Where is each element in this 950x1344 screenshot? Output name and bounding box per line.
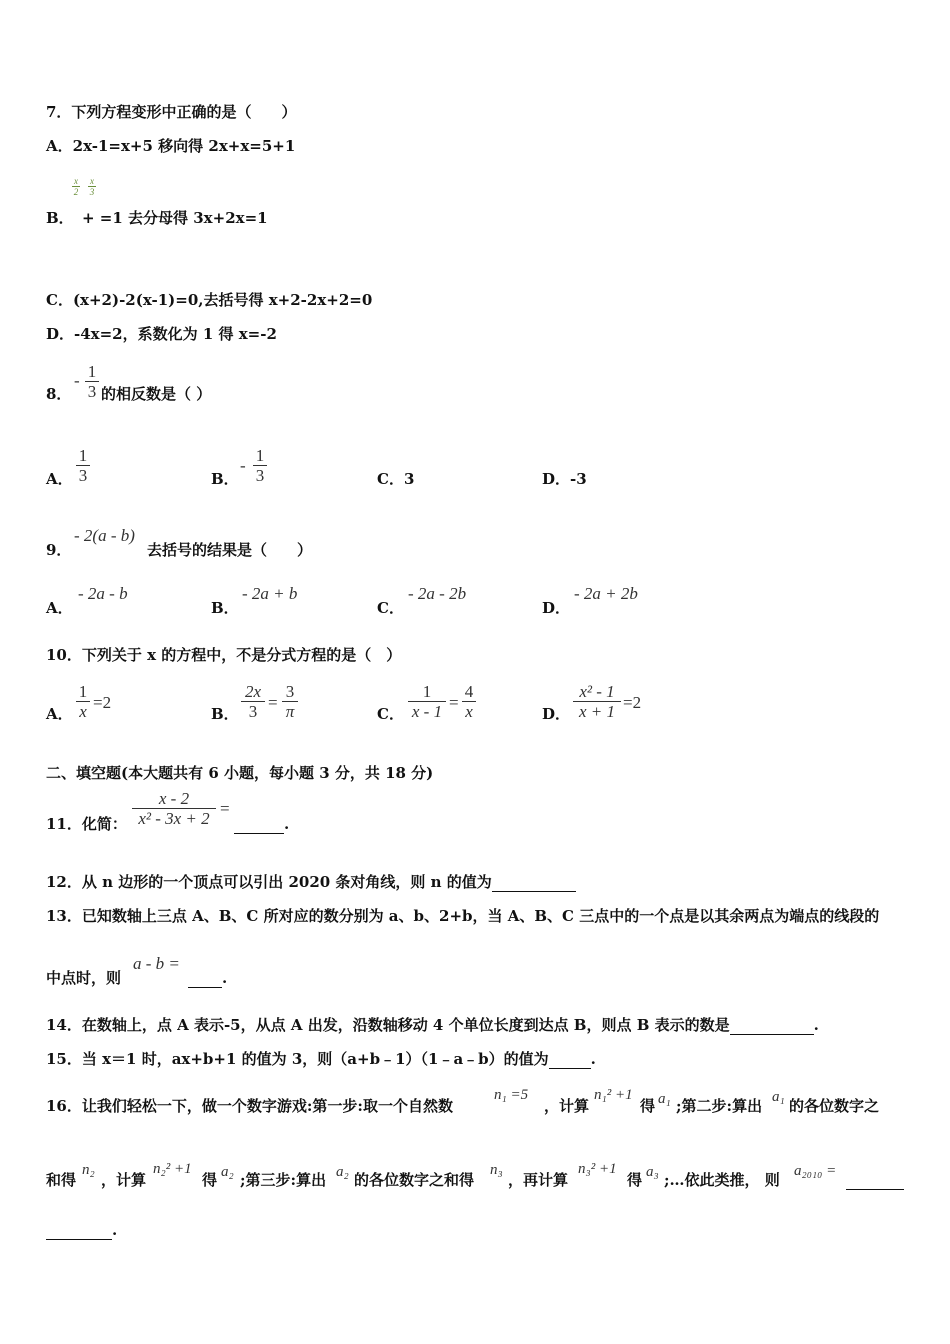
q10-option-d-rhs: =2 (623, 693, 642, 712)
q11-equals: = (220, 799, 230, 818)
q16-expr-a2: a₂ (221, 1164, 234, 1180)
q9-option-d: - 2a + 2b (574, 584, 638, 603)
q16-expr-a3: a₃ (646, 1164, 659, 1180)
q9-option-b-label: B． (211, 599, 239, 617)
q8-option-a-label: A． (46, 470, 73, 488)
q8-minus: - (74, 371, 80, 390)
q8-option-a-fraction: 1 3 (76, 446, 90, 485)
q9-option-c: - 2a - 2b (408, 584, 467, 603)
q16-text-9: ;第三步:算出 (240, 1171, 327, 1189)
q9-expression: - 2(a - b) (74, 526, 135, 545)
q10-option-a-fraction: 1 x (76, 682, 90, 721)
q7-b-fraction-1: x 2 (73, 176, 79, 197)
q8-option-b-label: B． (211, 470, 239, 488)
q7-option-a: A．2x-1=x+5 移向得 2x+x=5+1 (46, 137, 296, 155)
q10-option-b-equals: = (268, 693, 278, 712)
q12-text: 12．从 n 边形的一个顶点可以引出 2020 条对角线，则 n 的值为 (46, 873, 576, 892)
q10-option-c-label: C． (377, 705, 404, 723)
q10-stem: 10．下列关于 x 的方程中，不是分式方程的是（ ） (46, 646, 402, 664)
q16-expr-a2010: a₂₀₁₀ = (794, 1163, 837, 1179)
q16-expr-n1: n₁ =5 (494, 1087, 529, 1103)
q9-stem: 去括号的结果是（ ） (147, 541, 313, 559)
q15-answer-blank[interactable] (549, 1050, 591, 1069)
q16-text-10: 的各位数字之和得 (354, 1171, 475, 1189)
q16-text-5: 的各位数字之 (789, 1097, 880, 1115)
q16-expr-a1-b: a₁ (772, 1089, 785, 1105)
q10-option-b-fraction-2: 3 π (282, 682, 298, 721)
q8-option-b-fraction: 1 3 (253, 446, 267, 485)
q16-answer-blank-1[interactable] (846, 1171, 904, 1190)
q12-answer-blank[interactable] (492, 873, 576, 892)
q10-option-b-label: B． (211, 705, 239, 723)
q16-text-6: 和得 (46, 1171, 77, 1189)
q16-expr-n1-sq: n₁² +1 (594, 1087, 633, 1103)
q9-option-c-label: C． (377, 599, 404, 617)
q16-text-2: ，计算 (544, 1097, 590, 1115)
q9-option-a-label: A． (46, 599, 73, 617)
q11-fraction: x - 2 x² - 3x + 2 (132, 789, 216, 828)
q16-text-13: ;…依此类推， 则 (664, 1171, 780, 1189)
q10-option-d-label: D． (542, 705, 571, 723)
q16-answer-blank-2[interactable]: . (46, 1221, 117, 1240)
q13-line-2: 中点时，则 (46, 969, 122, 987)
q16-expr-n3-sq: n₃² +1 (578, 1161, 617, 1177)
q13-answer-blank[interactable]: . (188, 969, 227, 988)
q8-option-c: C．3 (377, 470, 415, 488)
q9-number: 9． (46, 541, 72, 559)
q16-text-8: 得 (202, 1171, 218, 1189)
q8-option-b-minus: - (240, 456, 246, 475)
q16-text-11: ，再计算 (508, 1171, 569, 1189)
q8-option-d: D．-3 (542, 470, 587, 488)
q7-stem: 7．下列方程变形中正确的是（ ） (46, 103, 297, 121)
q8-number: 8． (46, 385, 72, 403)
q9-option-d-label: D． (542, 599, 571, 617)
q13-expression: a - b = (133, 954, 180, 973)
q14-text: 14．在数轴上，点 A 表示-5，从点 A 出发，沿数轴移动 4 个单位长度到达点 B，则点 B 表示的数是 . (46, 1016, 819, 1034)
q14-answer-blank[interactable] (730, 1016, 814, 1035)
q10-option-a-label: A． (46, 705, 73, 723)
q9-option-b: - 2a + b (242, 584, 298, 603)
q7-option-b: + =1 去分母得 3x+2x=1 (82, 209, 268, 227)
q16-text-3: 得 (640, 1097, 656, 1115)
q7-option-d: D．-4x=2，系数化为 1 得 x=-2 (46, 325, 277, 343)
q10-option-c-fraction-1: 1 x - 1 (408, 682, 446, 721)
q16-expr-n2-sq: n₂² +1 (153, 1161, 192, 1177)
q10-option-c-fraction-2: 4 x (462, 682, 476, 721)
q9-option-a: - 2a - b (78, 584, 128, 603)
q7-option-b-label: B． (46, 209, 74, 227)
q16-text-4: ;第二步:算出 (676, 1097, 763, 1115)
q16-expr-a2-b: a₂ (336, 1164, 349, 1180)
q15-text: 15．当 x＝1 时，ax+b+1 的值为 3，则（a+b﹣1）（1﹣a﹣b）的值为 . (46, 1050, 596, 1068)
q16-expr-n2: n₂ (82, 1162, 95, 1178)
q10-option-b-fraction-1: 2x 3 (241, 682, 265, 721)
q8-stem: 的相反数是（ ） (101, 385, 212, 403)
q11-answer-blank[interactable]: . (234, 815, 289, 834)
q8-fraction: 1 3 (85, 362, 99, 401)
q10-option-a-rhs: =2 (93, 693, 112, 712)
q16-text-7: ，计算 (101, 1171, 147, 1189)
q16-expr-n3: n₃ (490, 1162, 503, 1178)
q7-option-c: C．(x+2)-2(x-1)=0,去括号得 x+2-2x+2=0 (46, 291, 373, 309)
q16-expr-a1: a₁ (658, 1091, 671, 1107)
q7-b-fraction-2: x 3 (89, 176, 95, 197)
q10-option-d-fraction: x² - 1 x + 1 (573, 682, 621, 721)
q16-text-1: 16．让我们轻松一下，做一个数字游戏:第一步:取一个自然数 (46, 1097, 453, 1115)
q10-option-c-equals: = (449, 693, 459, 712)
q16-text-12: 得 (627, 1171, 643, 1189)
section-2-heading: 二、填空题(本大题共有 6 小题，每小题 3 分，共 18 分) (46, 764, 434, 782)
q13-line-1: 13．已知数轴上三点 A、B、C 所对应的数分别为 a、b、2+b，当 A、B、C 三点中的一个点是以其余两点为端点的线段的 (46, 907, 880, 925)
q11-label: 11．化简： (46, 815, 127, 833)
